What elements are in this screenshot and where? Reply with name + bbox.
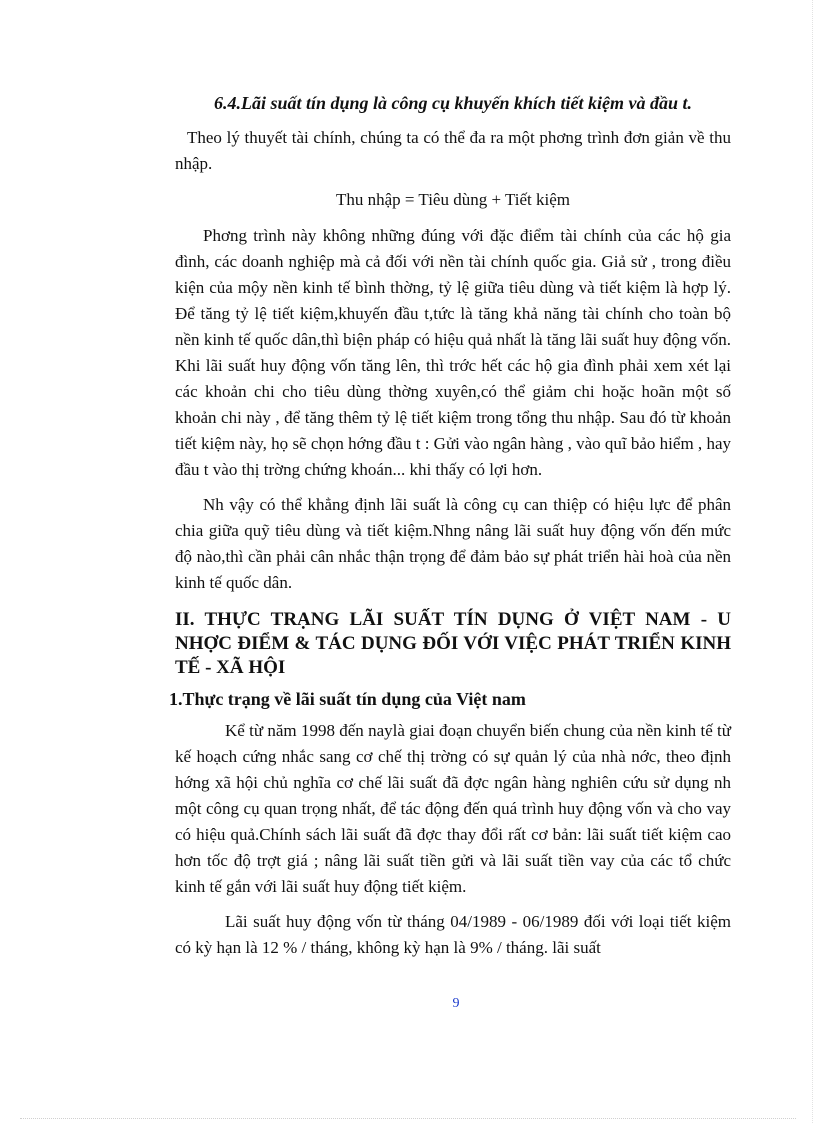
paragraph-interest-conclusion: Nh vậy có thể khẳng định lãi suất là công cụ can thiệp có hiệu lực để phân chia giữa quỹ tiêu dùng và tiết kiệm.Nhng nâng lãi suất huy động vốn đến mức độ nào,thì cần phải cân nhắc thận trọng để đảm bảo sự phát triển hài hoà của nền kinh tế quốc dân. xyxy=(175,495,731,592)
page-bottom-divider xyxy=(20,1118,796,1119)
page-number: 9 xyxy=(452,996,460,1011)
section-ii-heading: II. THỰC TRẠNG LÃI SUẤT TÍN DỤNG Ở VIỆT NAM - U NHỢC ĐIỂM & TÁC DỤNG ĐỐI VỚI VIỆC PHÁT TRIỂN KINH TẾ - XÃ HỘI xyxy=(175,609,731,678)
subsection-1-heading: 1.Thực trạng về lãi suất tín dụng của Việt nam xyxy=(169,689,526,709)
paragraph-equation-explanation: Phơng trình này không những đúng với đặc điểm tài chính của các hộ gia đình, các doanh nghiệp mà cả đối với nền tài chính quốc gia. Giả sử , trong điều kiện của mộy nền kinh tế bình thờng, tỷ lệ giữa tiêu dùng và tiết kiệm là hợp lý. Để tăng tỷ lệ tiết kiệm,khuyến đầu t,tức là tăng khả năng tài chính cho toàn bộ nền kinh tế quốc dân,thì biện pháp có hiệu quả nhất là tăng lãi suất huy động vốn. Khi lãi suất huy động vốn tăng lên, thì trớc hết các hộ gia đình phải xem xét lại các khoản chi cho tiêu dùng thờng xuyên,có thể giảm chi hoặc hoãn một số khoản chi này , để tăng thêm tỷ lệ tiết kiệm trong tổng thu nhập. Sau đó từ khoản tiết kiệm này, họ sẽ chọn hớng đầu t : Gửi vào ngân hàng , vào quĩ bảo hiểm , hay đầu t vào thị trờng chứng khoán... khi thấy có lợi hơn. xyxy=(175,226,731,479)
paragraph-deposit-rates: Lãi suất huy động vốn từ tháng 04/1989 - 06/1989 đối với loại tiết kiệm có kỳ hạn là 12 % / tháng, không kỳ hạn là 9% / tháng. lãi suất xyxy=(175,912,731,957)
section-6-4-heading: 6.4.Lãi suất tín dụng là công cụ khuyến khích tiết kiệm và đầu t. xyxy=(213,93,693,113)
page-right-divider xyxy=(812,0,813,1123)
income-equation: Thu nhập = Tiêu dùng + Tiết kiệm xyxy=(335,190,571,209)
paragraph-since-1998: Kể từ năm 1998 đến naylà giai đoạn chuyển biến chung của nền kinh tế từ kế hoạch cứng nhắc sang cơ chế thị trờng có sự quản lý của nhà nớc, theo định hớng xã hội chủ nghĩa cơ chế lãi suất đã đợc ngân hàng nghiên cứu sử dụng nh một công cụ quan trọng nhất, để tác động đến quá trình huy động vốn và cho vay có hiệu quả.Chính sách lãi suất đã đợc thay đổi rất cơ bản: lãi suất tiết kiệm cao hơn tốc độ trợt giá ; nâng lãi suất tiền gửi và lãi suất tiền vay của các tổ chức kinh tế gắn với lãi suất huy động tiết kiệm. xyxy=(175,721,731,896)
paragraph-income-theory: Theo lý thuyết tài chính, chúng ta có thể đa ra một phơng trình đơn giản về thu nhập. xyxy=(175,128,731,173)
page-content xyxy=(169,90,731,961)
